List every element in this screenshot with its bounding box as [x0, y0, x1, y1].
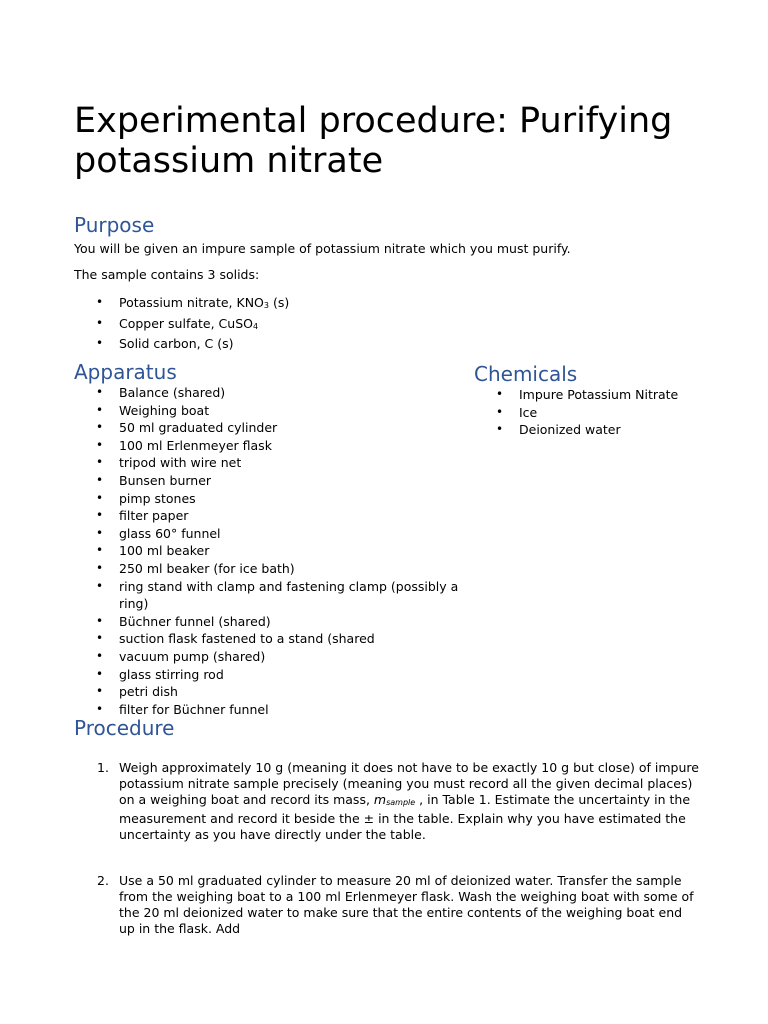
purpose-paragraph-1: You will be given an impure sample of potassium nitrate which you must purify. [74, 241, 571, 256]
list-item-label: Weighing boat [119, 402, 210, 418]
purpose-heading: Purpose [74, 213, 155, 237]
list-item-label: pimp stones [119, 490, 196, 506]
list-item: • Potassium nitrate, KNO3 (s) [96, 295, 290, 310]
procedure-section [74, 716, 734, 937]
list-item [74, 542, 474, 560]
list-item [474, 421, 754, 439]
list-item-label: glass stirring rod [119, 666, 224, 682]
apparatus-heading: Apparatus [74, 360, 177, 384]
list-item [74, 384, 474, 402]
list-item [74, 630, 474, 648]
bullet-icon: • [96, 402, 104, 417]
page-title: Experimental procedure: Purifying potassium nitrate [74, 101, 673, 181]
bullet-icon: • [96, 455, 104, 470]
list-item-label: Büchner funnel (shared) [119, 613, 271, 629]
list-item-label: filter for Büchner funnel [119, 701, 269, 717]
bullet-icon: • [96, 684, 104, 699]
bullet-icon: • [96, 525, 104, 540]
list-item [74, 454, 474, 472]
list-item-label: 100 ml beaker [119, 543, 210, 559]
procedure-steps [74, 760, 734, 937]
bullet-icon: • [496, 387, 504, 401]
sample-solids-list [0, 294, 714, 353]
bullet-icon: • [496, 404, 504, 419]
list-item-label: petri dish [119, 684, 178, 700]
step-number: 1. [97, 760, 109, 775]
list-item-label: glass 60° funnel [119, 525, 221, 541]
list-item [74, 472, 474, 490]
list-item-label: tripod with wire net [119, 455, 242, 471]
bullet-icon: • [96, 490, 104, 505]
list-item [74, 560, 474, 578]
bullet-icon: • [96, 385, 104, 399]
bullet-icon: • [96, 420, 104, 435]
bullet-icon: • [96, 543, 104, 558]
list-item-label: 50 ml graduated cylinder [119, 420, 278, 436]
bullet-icon: • [96, 560, 104, 575]
list-item [74, 683, 474, 701]
list-item [74, 648, 474, 666]
sample-mass-variable: m [373, 792, 387, 807]
list-item [74, 507, 474, 525]
apparatus-section [74, 360, 474, 718]
list-item-label: Bunsen burner [119, 472, 212, 488]
purpose-paragraph-2: The sample contains 3 solids: [74, 267, 260, 282]
purpose-section [74, 213, 714, 353]
bullet-icon: • [96, 701, 104, 716]
bullet-icon: • [96, 437, 104, 452]
list-item-label: Deionized water [519, 422, 621, 438]
chemicals-heading: Chemicals [474, 362, 578, 386]
list-item-label: 250 ml beaker (for ice bath) [119, 560, 295, 576]
bullet-icon: • [96, 631, 104, 646]
list-item-label: Impure Potassium Nitrate [519, 387, 679, 402]
procedure-heading: Procedure [74, 716, 175, 740]
list-item: • Solid carbon, C (s) [96, 336, 234, 352]
list-item: • Copper sulfate, CuSO4 [96, 315, 259, 331]
chemicals-list [474, 386, 754, 439]
step-number: 2. [97, 873, 109, 888]
list-item [74, 578, 474, 613]
list-item [74, 666, 474, 684]
bullet-icon: • [96, 666, 104, 681]
list-item-label: filter paper [119, 508, 189, 524]
list-item-label: Balance (shared) [119, 385, 226, 400]
apparatus-list [74, 384, 474, 718]
bullet-icon: • [96, 613, 104, 628]
bullet-icon: • [96, 508, 104, 523]
bullet-icon: • [96, 578, 104, 593]
list-item [474, 404, 754, 422]
chemicals-section [474, 362, 754, 439]
list-item [74, 437, 474, 455]
bullet-icon: • [96, 295, 104, 309]
bullet-icon: • [96, 336, 104, 351]
list-item [474, 386, 754, 404]
list-item [74, 613, 474, 631]
list-item-label: Ice [519, 404, 538, 420]
list-item-label: ring stand with clamp and fastening clamp (possibly a ring) [119, 578, 459, 612]
list-item-label: 100 ml Erlenmeyer flask [119, 437, 272, 453]
list-item [74, 490, 474, 508]
bullet-icon: • [96, 648, 104, 663]
bullet-icon: • [96, 315, 104, 330]
list-item [74, 525, 474, 543]
procedure-step-2: 2. Use a 50 ml graduated cylinder to measure 20 ml of deionized water. Transfer the sample from the weighing boat to a 100 ml Erlenmeyer flask. Wash the weighing boat with some of the 20 ml deionized water to make sure that the entire contents of the weighing boat end up in the flask. Add [97, 873, 694, 936]
list-item [74, 402, 474, 420]
procedure-step-1: 1. Weigh approximately 10 g (meaning it does not have to be exactly 10 g but close) of impure potassium nitrate sample precisely (meaning you must record all the given decimal places) on a weighing boat and record its mass, msample , in Table 1. Estimate the uncertainty in the measurement and record it beside the ± in the table. Explain why you have estimated the uncertainty as you have directly under the table. [97, 760, 699, 842]
bullet-icon: • [96, 472, 104, 487]
list-item [74, 419, 474, 437]
list-item-label: suction flask fastened to a stand (shared [119, 631, 375, 647]
list-item-label: vacuum pump (shared) [119, 648, 266, 664]
bullet-icon: • [496, 422, 504, 437]
